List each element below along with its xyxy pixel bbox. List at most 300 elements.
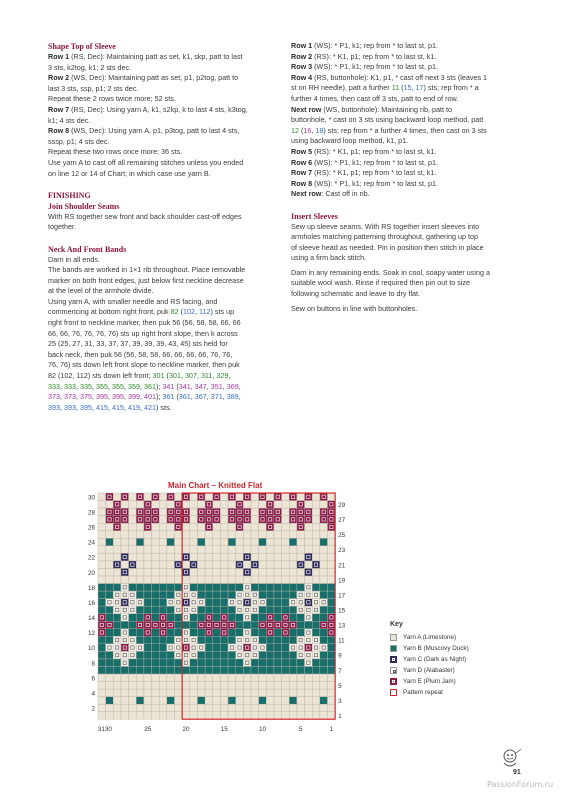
stitch-cell <box>98 636 106 644</box>
stitch-cell <box>274 659 282 667</box>
stitch-cell <box>197 568 205 576</box>
stitch-cell <box>220 697 228 705</box>
column-label: 1 <box>329 726 334 734</box>
stitch-cell <box>136 501 144 509</box>
stitch-cell <box>220 553 228 561</box>
stitch-cell <box>251 659 259 667</box>
stitch-cell <box>251 599 259 607</box>
shape-segment: Repeat these two rows once more; 36 sts. <box>48 147 183 157</box>
stitch-cell <box>167 682 175 690</box>
stitch-cell <box>228 523 236 531</box>
stitch-cell <box>282 538 290 546</box>
neck-segment: 355 <box>112 381 124 391</box>
stitch-cell <box>266 621 274 629</box>
stitch-cell <box>136 508 144 516</box>
stitch-cell <box>259 568 267 576</box>
stitch-cell <box>228 561 236 569</box>
stitch-cell <box>182 606 190 614</box>
stitch-cell <box>274 501 282 509</box>
rib-segment: Next row <box>291 104 322 114</box>
stitch-cell <box>243 568 251 576</box>
stitch-cell <box>129 636 137 644</box>
stitch-cell <box>266 531 274 539</box>
stitch-cell <box>98 621 106 629</box>
stitch-cell <box>98 561 106 569</box>
stitch-cell <box>251 697 259 705</box>
stitch-cell <box>175 697 183 705</box>
neck-segment: 333 <box>48 381 60 391</box>
rib-segment: ) sts; rep from * a <box>423 83 479 93</box>
stitch-cell <box>282 568 290 576</box>
stitch-cell <box>328 689 336 697</box>
stitch-cell <box>205 629 213 637</box>
stitch-cell <box>328 553 336 561</box>
stitch-cell <box>205 651 213 659</box>
stitch-cell <box>297 553 305 561</box>
stitch-cell <box>182 523 190 531</box>
neck-segment: , <box>76 402 80 412</box>
stitch-cell <box>220 682 228 690</box>
stitch-cell <box>113 568 121 576</box>
stitch-cell <box>144 546 152 554</box>
key-label: Yarn C (Dark as Night) <box>403 656 467 663</box>
neck-segment: 311 <box>200 371 213 381</box>
stitch-cell <box>220 666 228 674</box>
neck-segment: , <box>108 392 112 402</box>
stitch-cell <box>305 651 313 659</box>
stitch-cell <box>197 553 205 561</box>
shape-segment: (RS, Dec): Maintaining patt as set, k1, skp, patt to last <box>69 52 243 61</box>
stitch-cell <box>197 674 205 682</box>
stitch-cell <box>213 501 221 509</box>
stitch-cell <box>228 621 236 629</box>
stitch-cell <box>312 599 320 607</box>
stitch-cell <box>129 501 137 509</box>
stitch-cell <box>282 689 290 697</box>
rib-segment: 16 <box>303 125 312 135</box>
neck-front-bands-heading: Neck And Front Bands <box>48 244 127 254</box>
stitch-cell <box>320 651 328 659</box>
stitch-cell <box>106 568 114 576</box>
neck-segment: ( <box>178 307 184 317</box>
stitch-cell <box>205 599 213 607</box>
stitch-cell <box>159 553 167 561</box>
stitch-cell <box>136 531 144 539</box>
stitch-cell <box>205 621 213 629</box>
stitch-cell <box>136 493 144 501</box>
row-label-right: 21 <box>338 562 346 570</box>
stitch-cell <box>113 516 121 524</box>
stitch-cell <box>175 644 183 652</box>
stitch-cell <box>320 712 328 720</box>
neck-segment: 25 (25, 27, 31, 33, 37, 37, 39, 39, 39, 43, 45) sts held for <box>48 339 228 349</box>
stitch-cell <box>167 561 175 569</box>
stitch-cell <box>98 674 106 682</box>
stitch-cell <box>305 546 313 554</box>
rib-segment: ) sts; rep from * a further 4 times, then cast on 3 sts <box>323 125 487 135</box>
stitch-cell <box>236 621 244 629</box>
stitch-cell <box>289 538 297 546</box>
stitch-cell <box>182 516 190 524</box>
stitch-cell <box>152 553 160 561</box>
stitch-cell <box>144 553 152 561</box>
stitch-cell <box>175 666 183 674</box>
stitch-cell <box>259 682 267 690</box>
stitch-cell <box>113 553 121 561</box>
rib-segment: 12 <box>291 125 299 135</box>
stitch-cell <box>243 674 251 682</box>
stitch-cell <box>305 704 313 712</box>
stitch-cell <box>98 651 106 659</box>
stitch-cell <box>121 508 129 516</box>
stitch-cell <box>289 599 297 607</box>
stitch-cell <box>213 697 221 705</box>
stitch-cell <box>228 689 236 697</box>
stitch-cell <box>136 704 144 712</box>
stitch-cell <box>297 606 305 614</box>
stitch-cell <box>320 659 328 667</box>
stitch-cell <box>251 583 259 591</box>
stitch-cell <box>236 606 244 614</box>
stitch-cell <box>182 493 190 501</box>
neck-segment: ) sts up <box>210 307 235 317</box>
neck-segment: 371 <box>210 392 223 402</box>
stitch-cell <box>144 674 152 682</box>
stitch-cell <box>159 538 167 546</box>
neck-segment: , <box>238 381 241 391</box>
stitch-cell <box>213 644 221 652</box>
stitch-cell <box>205 659 213 667</box>
stitch-cell <box>297 501 305 509</box>
stitch-cell <box>266 606 274 614</box>
neck-segment: , <box>222 381 227 391</box>
stitch-cell <box>282 501 290 509</box>
stitch-cell <box>159 636 167 644</box>
stitch-cell <box>159 651 167 659</box>
stitch-cell <box>228 704 236 712</box>
stitch-cell <box>175 583 183 591</box>
stitch-cell <box>182 591 190 599</box>
stitch-cell <box>328 651 336 659</box>
stitch-cell <box>243 516 251 524</box>
rib-segment: (WS): * P1, k1; rep from * to last st, p1. <box>312 157 438 167</box>
stitch-cell <box>274 636 282 644</box>
stitch-cell <box>266 576 274 584</box>
stitch-cell <box>312 493 320 501</box>
stitch-cell <box>320 621 328 629</box>
key-item <box>390 676 469 687</box>
darn-line-2: suitable wool wash. Rinse if required then pin out to size <box>291 278 470 288</box>
stitch-cell <box>144 576 152 584</box>
stitch-cell <box>197 583 205 591</box>
stitch-cell <box>152 516 160 524</box>
neck-segment: ( <box>164 371 169 381</box>
stitch-cell <box>144 531 152 539</box>
rib-segment: (WS, buttonhole): Maintaining rib, patt to <box>321 104 452 114</box>
stitch-cell <box>205 576 213 584</box>
stitch-cell <box>289 682 297 690</box>
neck-segment: 361 <box>144 381 156 391</box>
stitch-cell <box>320 568 328 576</box>
stitch-cell <box>220 546 228 554</box>
stitch-cell <box>98 614 106 622</box>
stitch-cell <box>297 636 305 644</box>
column-label: 20 <box>182 726 190 734</box>
stitch-cell <box>251 493 259 501</box>
stitch-cell <box>251 591 259 599</box>
stitch-cell <box>152 704 160 712</box>
neck-segment: , <box>140 381 144 391</box>
stitch-cell <box>236 561 244 569</box>
stitch-cell <box>243 599 251 607</box>
rib-segment: Row 5 <box>291 146 313 156</box>
stitch-cell <box>152 583 160 591</box>
stitch-cell <box>197 561 205 569</box>
stitch-cell <box>312 666 320 674</box>
stitch-cell <box>205 614 213 622</box>
stitch-cell <box>243 629 251 637</box>
stitch-cell <box>167 697 175 705</box>
stitch-cell <box>205 591 213 599</box>
stitch-cell <box>144 501 152 509</box>
stitch-cell <box>98 659 106 667</box>
stitch-cell <box>205 553 213 561</box>
stitch-cell <box>213 516 221 524</box>
stitch-cell <box>144 666 152 674</box>
stitch-cell <box>312 712 320 720</box>
row-label-right: 5 <box>338 682 342 690</box>
stitch-cell <box>159 712 167 720</box>
shape-segment: last 3 sts, ssp, p1; 2 sts dec. <box>48 83 139 93</box>
stitch-cell <box>228 644 236 652</box>
stitch-cell <box>213 614 221 622</box>
stitch-cell <box>251 651 259 659</box>
stitch-cell <box>312 636 320 644</box>
stitch-cell <box>228 599 236 607</box>
stitch-cell <box>190 629 198 637</box>
neck-segment: 307 <box>184 371 197 381</box>
stitch-cell <box>175 704 183 712</box>
stitch-cell <box>297 583 305 591</box>
rib-segment: Row 6 <box>291 157 313 167</box>
stitch-cell <box>129 531 137 539</box>
stitch-cell <box>113 704 121 712</box>
stitch-cell <box>312 689 320 697</box>
stitch-cell <box>136 621 144 629</box>
row-label-left: 4 <box>91 690 95 698</box>
join-line-1: With RS together sew front and back shoulder cast-off edges <box>48 211 242 221</box>
stitch-cell <box>236 644 244 652</box>
stitch-cell <box>305 553 313 561</box>
stitch-cell <box>266 666 274 674</box>
stitch-cell <box>328 546 336 554</box>
stitch-cell <box>274 568 282 576</box>
rib-segment: (RS): * K1, p1; rep from * to last st, k1. <box>312 51 437 61</box>
shape-segment: k1; 4 sts dec. <box>48 115 91 125</box>
stitch-cell <box>312 508 320 516</box>
stitch-cell <box>297 599 305 607</box>
stitch-cell <box>251 523 259 531</box>
stitch-cell <box>190 682 198 690</box>
stitch-cell <box>220 531 228 539</box>
stitch-cell <box>328 704 336 712</box>
stitch-cell <box>167 621 175 629</box>
stitch-cell <box>297 614 305 622</box>
row-label-left: 16 <box>87 599 95 607</box>
stitch-cell <box>121 697 129 705</box>
stitch-cell <box>220 704 228 712</box>
stitch-cell <box>251 546 259 554</box>
stitch-cell <box>259 553 267 561</box>
stitch-cell <box>144 629 152 637</box>
stitch-cell <box>106 501 114 509</box>
stitch-cell <box>152 531 160 539</box>
stitch-cell <box>289 531 297 539</box>
stitch-cell <box>190 644 198 652</box>
stitch-cell <box>182 674 190 682</box>
join-shoulder-seams-heading: Join Shoulder Seams <box>48 201 120 211</box>
row-label-left: 22 <box>87 554 95 562</box>
stitch-cell <box>328 666 336 674</box>
stitch-cell <box>266 704 274 712</box>
stitch-cell <box>121 523 129 531</box>
stitch-cell <box>152 606 160 614</box>
stitch-cell <box>259 674 267 682</box>
stitch-cell <box>236 591 244 599</box>
stitch-cell <box>259 697 267 705</box>
stitch-cell <box>106 644 114 652</box>
stitch-cell <box>259 538 267 546</box>
stitch-cell <box>129 674 137 682</box>
stitch-cell <box>144 538 152 546</box>
rib-segment: : Cast off in rib. <box>321 189 370 199</box>
key-label: Yarn D (Alabaster) <box>403 667 455 674</box>
stitch-cell <box>282 583 290 591</box>
stitch-cell <box>136 576 144 584</box>
stitch-cell <box>328 568 336 576</box>
stitch-cell <box>175 501 183 509</box>
stitch-cell <box>289 523 297 531</box>
page-number: 91 <box>513 769 521 776</box>
stitch-cell <box>197 629 205 637</box>
stitch-cell <box>197 659 205 667</box>
neck-segment: 367 <box>194 392 207 402</box>
stitch-cell <box>320 704 328 712</box>
stitch-cell <box>297 666 305 674</box>
stitch-cell <box>106 674 114 682</box>
stitch-cell <box>220 651 228 659</box>
stitch-cell <box>129 629 137 637</box>
neck-segment: 373 <box>64 392 76 402</box>
stitch-cell <box>182 697 190 705</box>
watermark: PassionForum.ru <box>487 780 554 789</box>
stitch-cell <box>282 576 290 584</box>
stitch-cell <box>205 606 213 614</box>
stitch-cell <box>266 583 274 591</box>
stitch-cell <box>129 516 137 524</box>
stitch-cell <box>98 501 106 509</box>
stitch-cell <box>152 636 160 644</box>
stitch-cell <box>182 704 190 712</box>
stitch-cell <box>144 606 152 614</box>
stitch-cell <box>106 553 114 561</box>
stitch-cell <box>197 493 205 501</box>
stitch-cell <box>197 508 205 516</box>
stitch-cell <box>289 629 297 637</box>
stitch-cell <box>167 712 175 720</box>
stitch-cell <box>220 508 228 516</box>
stitch-cell <box>197 606 205 614</box>
stitch-cell <box>213 523 221 531</box>
stitch-cell <box>152 697 160 705</box>
neck-segment: , <box>206 392 211 402</box>
stitch-cell <box>328 501 336 509</box>
stitch-cell <box>320 591 328 599</box>
stitch-cell <box>328 599 336 607</box>
stitch-cell <box>129 493 137 501</box>
stitch-cell <box>259 599 267 607</box>
stitch-cell <box>251 538 259 546</box>
stitch-cell <box>121 546 129 554</box>
stitch-cell <box>297 576 305 584</box>
stitch-cell <box>106 704 114 712</box>
stitch-cell <box>236 682 244 690</box>
stitch-cell <box>98 644 106 652</box>
join-line-2: together. <box>48 222 76 232</box>
stitch-cell <box>113 651 121 659</box>
stitch-cell <box>328 531 336 539</box>
stitch-cell <box>297 531 305 539</box>
stitch-cell <box>312 516 320 524</box>
stitch-cell <box>305 583 313 591</box>
row-label-left: 18 <box>87 584 95 592</box>
stitch-cell <box>328 644 336 652</box>
stitch-cell <box>328 629 336 637</box>
stitch-cell <box>121 614 129 622</box>
shape-segment: Row 1 <box>48 52 70 61</box>
stitch-cell <box>159 568 167 576</box>
stitch-cell <box>182 561 190 569</box>
stitch-cell <box>305 659 313 667</box>
stitch-cell <box>121 538 129 546</box>
stitch-cell <box>152 629 160 637</box>
stitch-cell <box>121 599 129 607</box>
stitch-cell <box>121 704 129 712</box>
stitch-cell <box>320 523 328 531</box>
stitch-cell <box>289 508 297 516</box>
stitch-cell <box>121 644 129 652</box>
stitch-cell <box>282 636 290 644</box>
neck-segment: 361 <box>162 392 175 402</box>
stitch-cell <box>305 666 313 674</box>
stitch-cell <box>228 666 236 674</box>
stitch-cell <box>136 516 144 524</box>
stitch-cell <box>121 674 129 682</box>
stitch-cell <box>182 682 190 690</box>
stitch-cell <box>98 546 106 554</box>
stitch-cell <box>113 697 121 705</box>
stitch-cell <box>136 644 144 652</box>
neck-segment: Using yarn A, with smaller needle and RS facing, and <box>48 296 218 306</box>
stitch-cell <box>167 636 175 644</box>
stitch-cell <box>305 629 313 637</box>
stitch-cell <box>182 599 190 607</box>
shape-segment: (RS, Dec): Using yarn A, k1, s2kp, k to last 4 sts, k3tog, <box>69 104 248 114</box>
neck-segment: ( <box>174 381 179 391</box>
stitch-cell <box>205 516 213 524</box>
stitch-cell <box>312 674 320 682</box>
stitch-cell <box>197 697 205 705</box>
